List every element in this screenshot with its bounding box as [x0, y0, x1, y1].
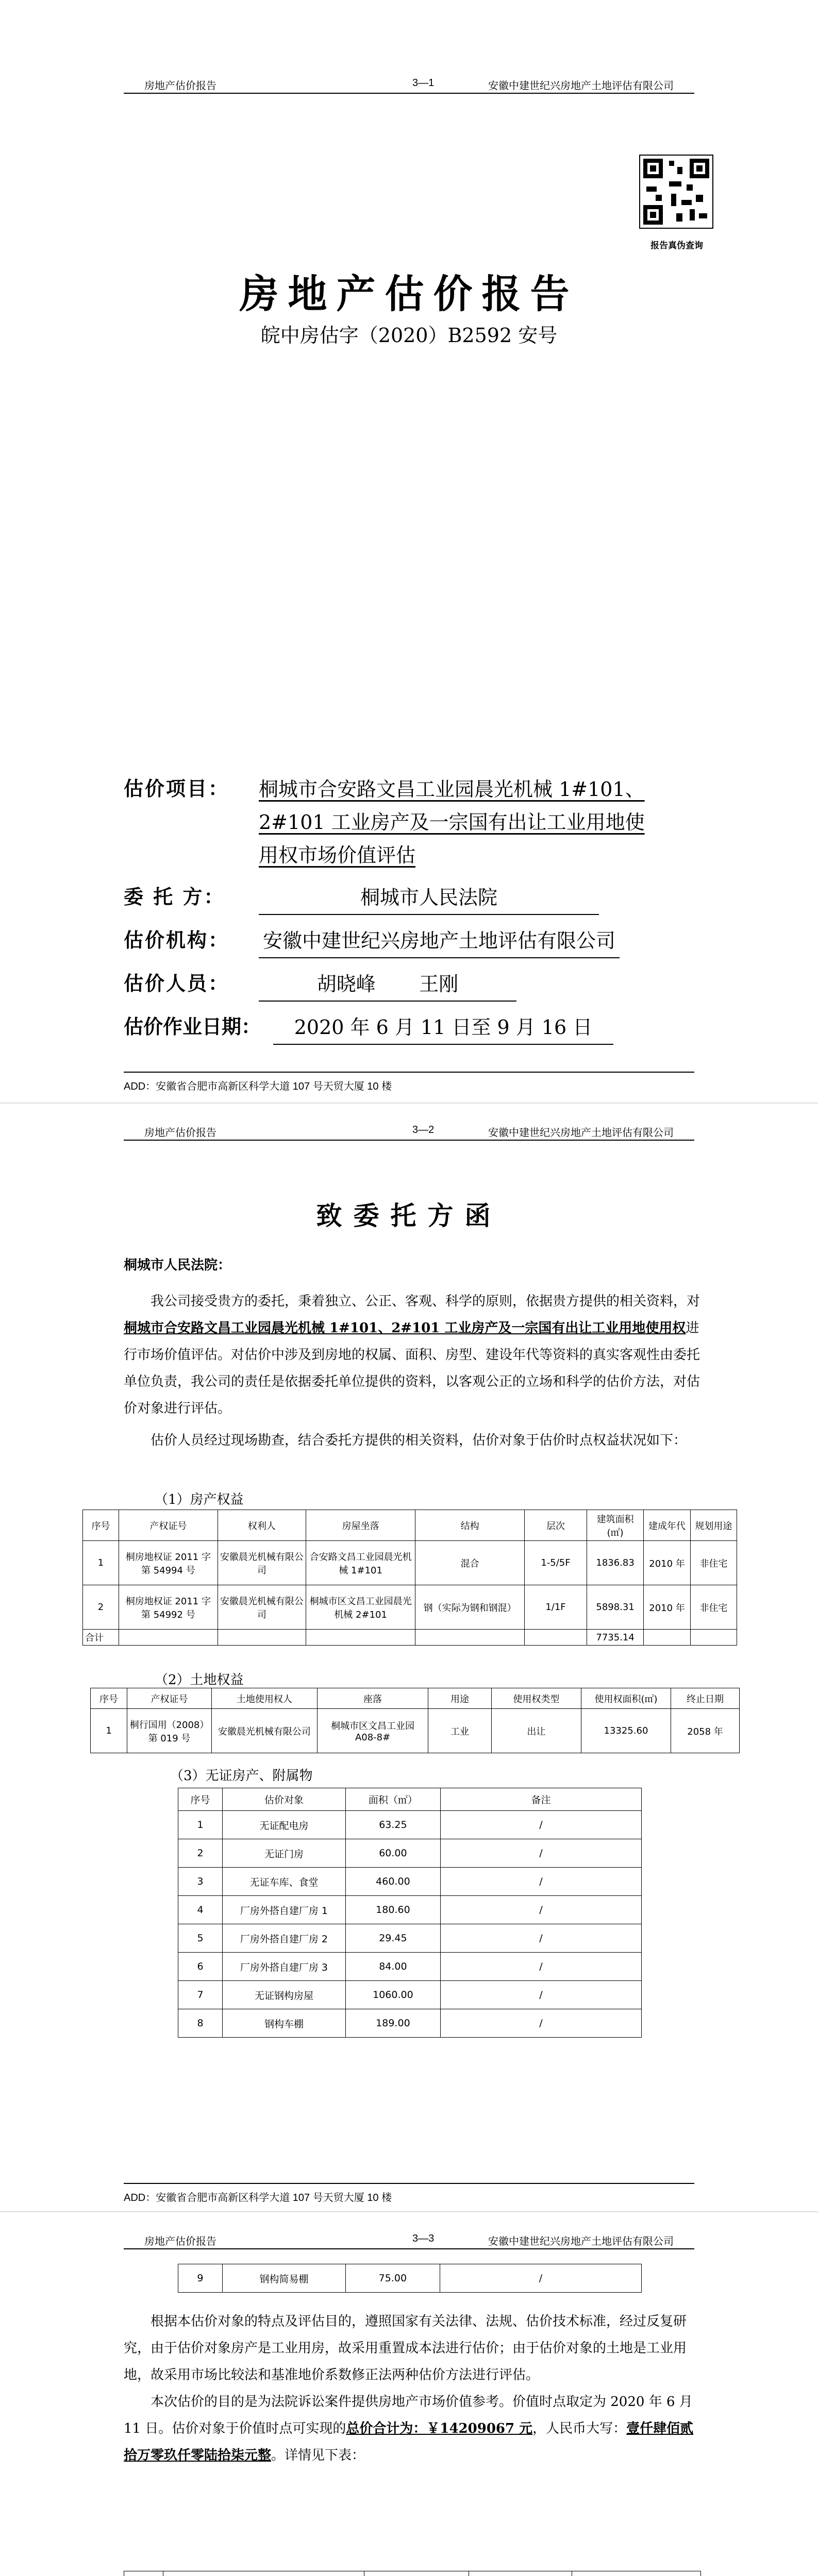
client-value: 桐城市人民法院: [259, 881, 599, 915]
cell: 1836.83: [587, 1541, 644, 1585]
cell: 无证钢构房屋: [222, 1981, 345, 2009]
cell: 29.45: [345, 1924, 440, 1953]
col-header: 产权证号: [119, 1510, 218, 1541]
cell: 钢（实际为钢和钢混）: [415, 1585, 525, 1630]
col-header: [364, 2571, 469, 2576]
valuation-table: [124, 2571, 701, 2576]
col-header: 使用权面积(㎡): [581, 1688, 671, 1709]
header-left: 房地产估价报告: [144, 80, 216, 92]
summary-body: [124, 2308, 701, 2469]
col-header: 结构: [415, 1510, 525, 1541]
header-page-number: 3—3: [412, 2233, 435, 2244]
letter-paragraph: 估价人员经过现场勘查，结合委托方提供的相关资料，估价对象于估价时点权益状况如下：: [151, 1433, 687, 1448]
cell: /: [440, 1924, 641, 1953]
date-label: 估价作业日期：: [124, 1015, 261, 1038]
cell: /: [440, 1896, 641, 1924]
col-header: 用途: [428, 1688, 492, 1709]
col-header: 层次: [525, 1510, 587, 1541]
cell: /: [440, 1953, 641, 1981]
cell: 84.00: [345, 1953, 440, 1981]
cell: 非住宅: [690, 1541, 737, 1585]
header-company: 安徽中建世纪兴房地产土地评估有限公司: [488, 80, 674, 92]
table-row: [178, 1924, 642, 1953]
housing-table: [82, 1510, 737, 1646]
agency-row: [124, 924, 711, 958]
col-header: 使用权类型: [491, 1688, 581, 1709]
table-row: [178, 1896, 642, 1924]
table-row: [178, 2009, 642, 2038]
cell: /: [440, 2264, 642, 2293]
page-header: [124, 77, 694, 94]
page-header: [124, 1124, 694, 1141]
cell: 钢构车棚: [222, 2009, 345, 2038]
cell: 安徽晨光机械有限公司: [211, 1709, 317, 1753]
cell: 5: [178, 1924, 223, 1953]
cell: 钢构简易棚: [222, 2264, 345, 2293]
col-header: 房屋坐落: [306, 1510, 415, 1541]
table-row: [178, 1811, 642, 1839]
cell: 桐房地权证 2011 字第 54994 号: [119, 1541, 218, 1585]
col-header: [572, 2571, 700, 2576]
total-value: 7735.14: [587, 1630, 644, 1646]
value-text: 。详情见下表：: [271, 2448, 365, 2463]
p1-text: 我公司接受贵方的委托，秉着独立、公正、客观、科学的原则，依据贵方提供的相关资料，对: [151, 1294, 700, 1309]
header-company: 安徽中建世纪兴房地产土地评估有限公司: [488, 1127, 674, 1139]
cell: 无证门房: [222, 1839, 345, 1868]
col-header: 规划用途: [690, 1510, 737, 1541]
addressee: 桐城市人民法院：: [124, 1258, 231, 1273]
section-housing: （1）房产权益: [155, 1492, 244, 1507]
letter-body: [124, 1252, 701, 1454]
cell: 3: [178, 1868, 223, 1896]
agency-value: 安徽中建世纪兴房地产土地评估有限公司: [259, 924, 620, 958]
cell: 5898.31: [587, 1585, 644, 1630]
cell: 工业: [428, 1709, 492, 1753]
col-header: 土地使用权人: [211, 1688, 317, 1709]
page-footer: [124, 1072, 694, 1093]
col-header: 估价对象: [222, 1788, 345, 1811]
col-header: 权利人: [218, 1510, 306, 1541]
table-row: [178, 1839, 642, 1868]
method-paragraph: 根据本估价对象的特点及评估目的，遵照国家有关法律、法规、估价技术标准，经过反复研究，由于估价对象房产是工业用房，故采用重置成本法进行估价；由于估价对象的土地是工业用地，故采用市场比较法和基准地价系数修正法两种估价方法进行评估。: [124, 2314, 687, 2383]
value-paragraph: [124, 2388, 701, 2469]
letter-title: 致委托方函: [316, 1200, 502, 1231]
col-header: 面积（㎡）: [345, 1788, 440, 1811]
cell: 1060.00: [345, 1981, 440, 2009]
project-label: 估价项目：: [124, 777, 230, 800]
cell: /: [440, 1981, 641, 2009]
agency-label: 估价机构：: [124, 928, 230, 952]
footer-address: ADD：安徽省合肥市高新区科学大道 107 号天贸大厦 10 楼: [124, 2192, 392, 2204]
cell: 7: [178, 1981, 223, 2009]
land-table: [90, 1688, 740, 1753]
total-label: 合计: [83, 1630, 119, 1646]
col-header: 序号: [83, 1510, 119, 1541]
cell: 9: [178, 2264, 223, 2293]
cell: 1/1F: [525, 1585, 587, 1630]
unlicensed-table-continued: [178, 2264, 642, 2293]
col-header: [163, 2571, 364, 2576]
cover-page: [0, 0, 818, 1103]
cell: 8: [178, 2009, 223, 2038]
valuer-label: 估价人员：: [124, 972, 230, 995]
cell: /: [440, 2009, 641, 2038]
cell: 2: [83, 1585, 119, 1630]
header-company: 安徽中建世纪兴房地产土地评估有限公司: [488, 2236, 674, 2247]
report-number: 皖中房估字（2020）B2592 安号: [260, 324, 558, 347]
col-header: [124, 2571, 163, 2576]
table-row: [178, 1981, 642, 2009]
page-footer: [124, 2183, 694, 2204]
cell: 无证配电房: [222, 1811, 345, 1839]
client-row: [124, 881, 711, 915]
total-value-text: 总价合计为：￥14209067 元: [346, 2421, 533, 2436]
table-row: [83, 1541, 737, 1585]
header-page-number: 3—2: [412, 1124, 435, 1136]
cover-info: [124, 773, 711, 1054]
cell: 桐房地权证 2011 字第 54992 号: [119, 1585, 218, 1630]
total-row: [83, 1630, 737, 1646]
cell: 13325.60: [581, 1709, 671, 1753]
cell: 180.60: [345, 1896, 440, 1924]
cell: 189.00: [345, 2009, 440, 2038]
col-header: 座落: [317, 1688, 428, 1709]
table-row: [178, 1868, 642, 1896]
cell: 出让: [491, 1709, 581, 1753]
cell: 混合: [415, 1541, 525, 1585]
valuer-value: 胡晓峰 王刚: [259, 968, 516, 1002]
cell: 1: [83, 1541, 119, 1585]
cell: 桐城市区文昌工业园晨光机械 2#101: [306, 1585, 415, 1630]
header-left: 房地产估价报告: [144, 2236, 216, 2247]
cell: 合安路文昌工业园晨光机械 1#101: [306, 1541, 415, 1585]
cell: 1-5/5F: [525, 1541, 587, 1585]
unlicensed-table: [178, 1788, 642, 2038]
p1-text: 进行市场价值评估。对估价中涉及到房地的权属、面积、房型、建设年代等资料的真实客观性由委托单位负责，我公司的责任是依据委托单位提供的资料，以客观公正的立场和科学的估价方法，对估价对象进行评估。: [124, 1320, 700, 1416]
col-header: 备注: [440, 1788, 641, 1811]
cell: 厂房外搭自建厂房 1: [222, 1896, 345, 1924]
valuer-row: [124, 968, 711, 1002]
header-page-number: 3—1: [412, 77, 435, 89]
date-value: 2020 年 6 月 11 日至 9 月 16 日: [273, 1011, 613, 1045]
table-row: [178, 2264, 642, 2293]
cell: 1: [91, 1709, 127, 1753]
value-text: ，人民币大写：: [532, 2421, 627, 2436]
total-value-chinese: 壹仟肆佰贰拾万零玖仟零陆拾柒元整: [124, 2421, 694, 2463]
header-left: 房地产估价报告: [144, 1127, 216, 1139]
qr-caption: 报告真伪查询: [650, 241, 703, 250]
date-row: [124, 1011, 711, 1045]
p1-object: 桐城市合安路文昌工业园晨光机械 1#101、2#101 工业房产及一宗国有出让工业用地使用权: [124, 1320, 686, 1336]
cell: 4: [178, 1896, 223, 1924]
cell: 厂房外搭自建厂房 3: [222, 1953, 345, 1981]
cell: 安徽晨光机械有限公司: [218, 1585, 306, 1630]
cell: 2010 年: [644, 1585, 690, 1630]
cell: 厂房外搭自建厂房 2: [222, 1924, 345, 1953]
col-header: 序号: [91, 1688, 127, 1709]
cell: 桐城市区文昌工业园 A08-8#: [317, 1709, 428, 1753]
cell: 1: [178, 1811, 223, 1839]
cell: 安徽晨光机械有限公司: [218, 1541, 306, 1585]
qr-code-icon[interactable]: [639, 155, 713, 229]
cell: 63.25: [345, 1811, 440, 1839]
col-header: [469, 2571, 572, 2576]
col-header: 建筑面积(㎡): [587, 1510, 644, 1541]
cell: 非住宅: [690, 1585, 737, 1630]
cell: 2058 年: [671, 1709, 740, 1753]
cell: /: [440, 1811, 641, 1839]
cell: 75.00: [345, 2264, 440, 2293]
col-header: 序号: [178, 1788, 223, 1811]
project-line: 2#101 工业房产及一宗国有出让工业用地使: [259, 811, 645, 834]
cell: 6: [178, 1953, 223, 1981]
table-row: [91, 1709, 740, 1753]
page-header: [124, 2233, 694, 2249]
section-land: （2）土地权益: [155, 1672, 244, 1688]
client-label: 委 托 方：: [124, 885, 225, 908]
cell: 2010 年: [644, 1541, 690, 1585]
col-header: 建成年代: [644, 1510, 690, 1541]
cell: 460.00: [345, 1868, 440, 1896]
cell: /: [440, 1868, 641, 1896]
section-unlicensed: （3）无证房产、附属物: [170, 1768, 313, 1784]
cell: 无证车库、食堂: [222, 1868, 345, 1896]
footer-address: ADD：安徽省合肥市高新区科学大道 107 号天贸大厦 10 楼: [124, 1081, 392, 1092]
project-line: 桐城市合安路文昌工业园晨光机械 1#101、: [259, 778, 645, 801]
cell: /: [440, 1839, 641, 1868]
col-header: 产权证号: [127, 1688, 212, 1709]
cell: 桐行国用（2008）第 019 号: [127, 1709, 212, 1753]
project-line: 用权市场价值评估: [259, 844, 416, 867]
table-row: [178, 1953, 642, 1981]
project-row: [124, 773, 711, 872]
cell: 60.00: [345, 1839, 440, 1868]
report-title: 房地产估价报告: [239, 271, 579, 317]
col-header: 终止日期: [671, 1688, 740, 1709]
table-row: [83, 1585, 737, 1630]
value-text: 本次估价的目的是为法院诉讼案件提供房地产市场价值参考。价值时点取定为 2020 年 6 月 11 日。估价对象于价值时点可实现的: [124, 2394, 693, 2436]
cell: 2: [178, 1839, 223, 1868]
letter-paragraph: [124, 1288, 701, 1422]
